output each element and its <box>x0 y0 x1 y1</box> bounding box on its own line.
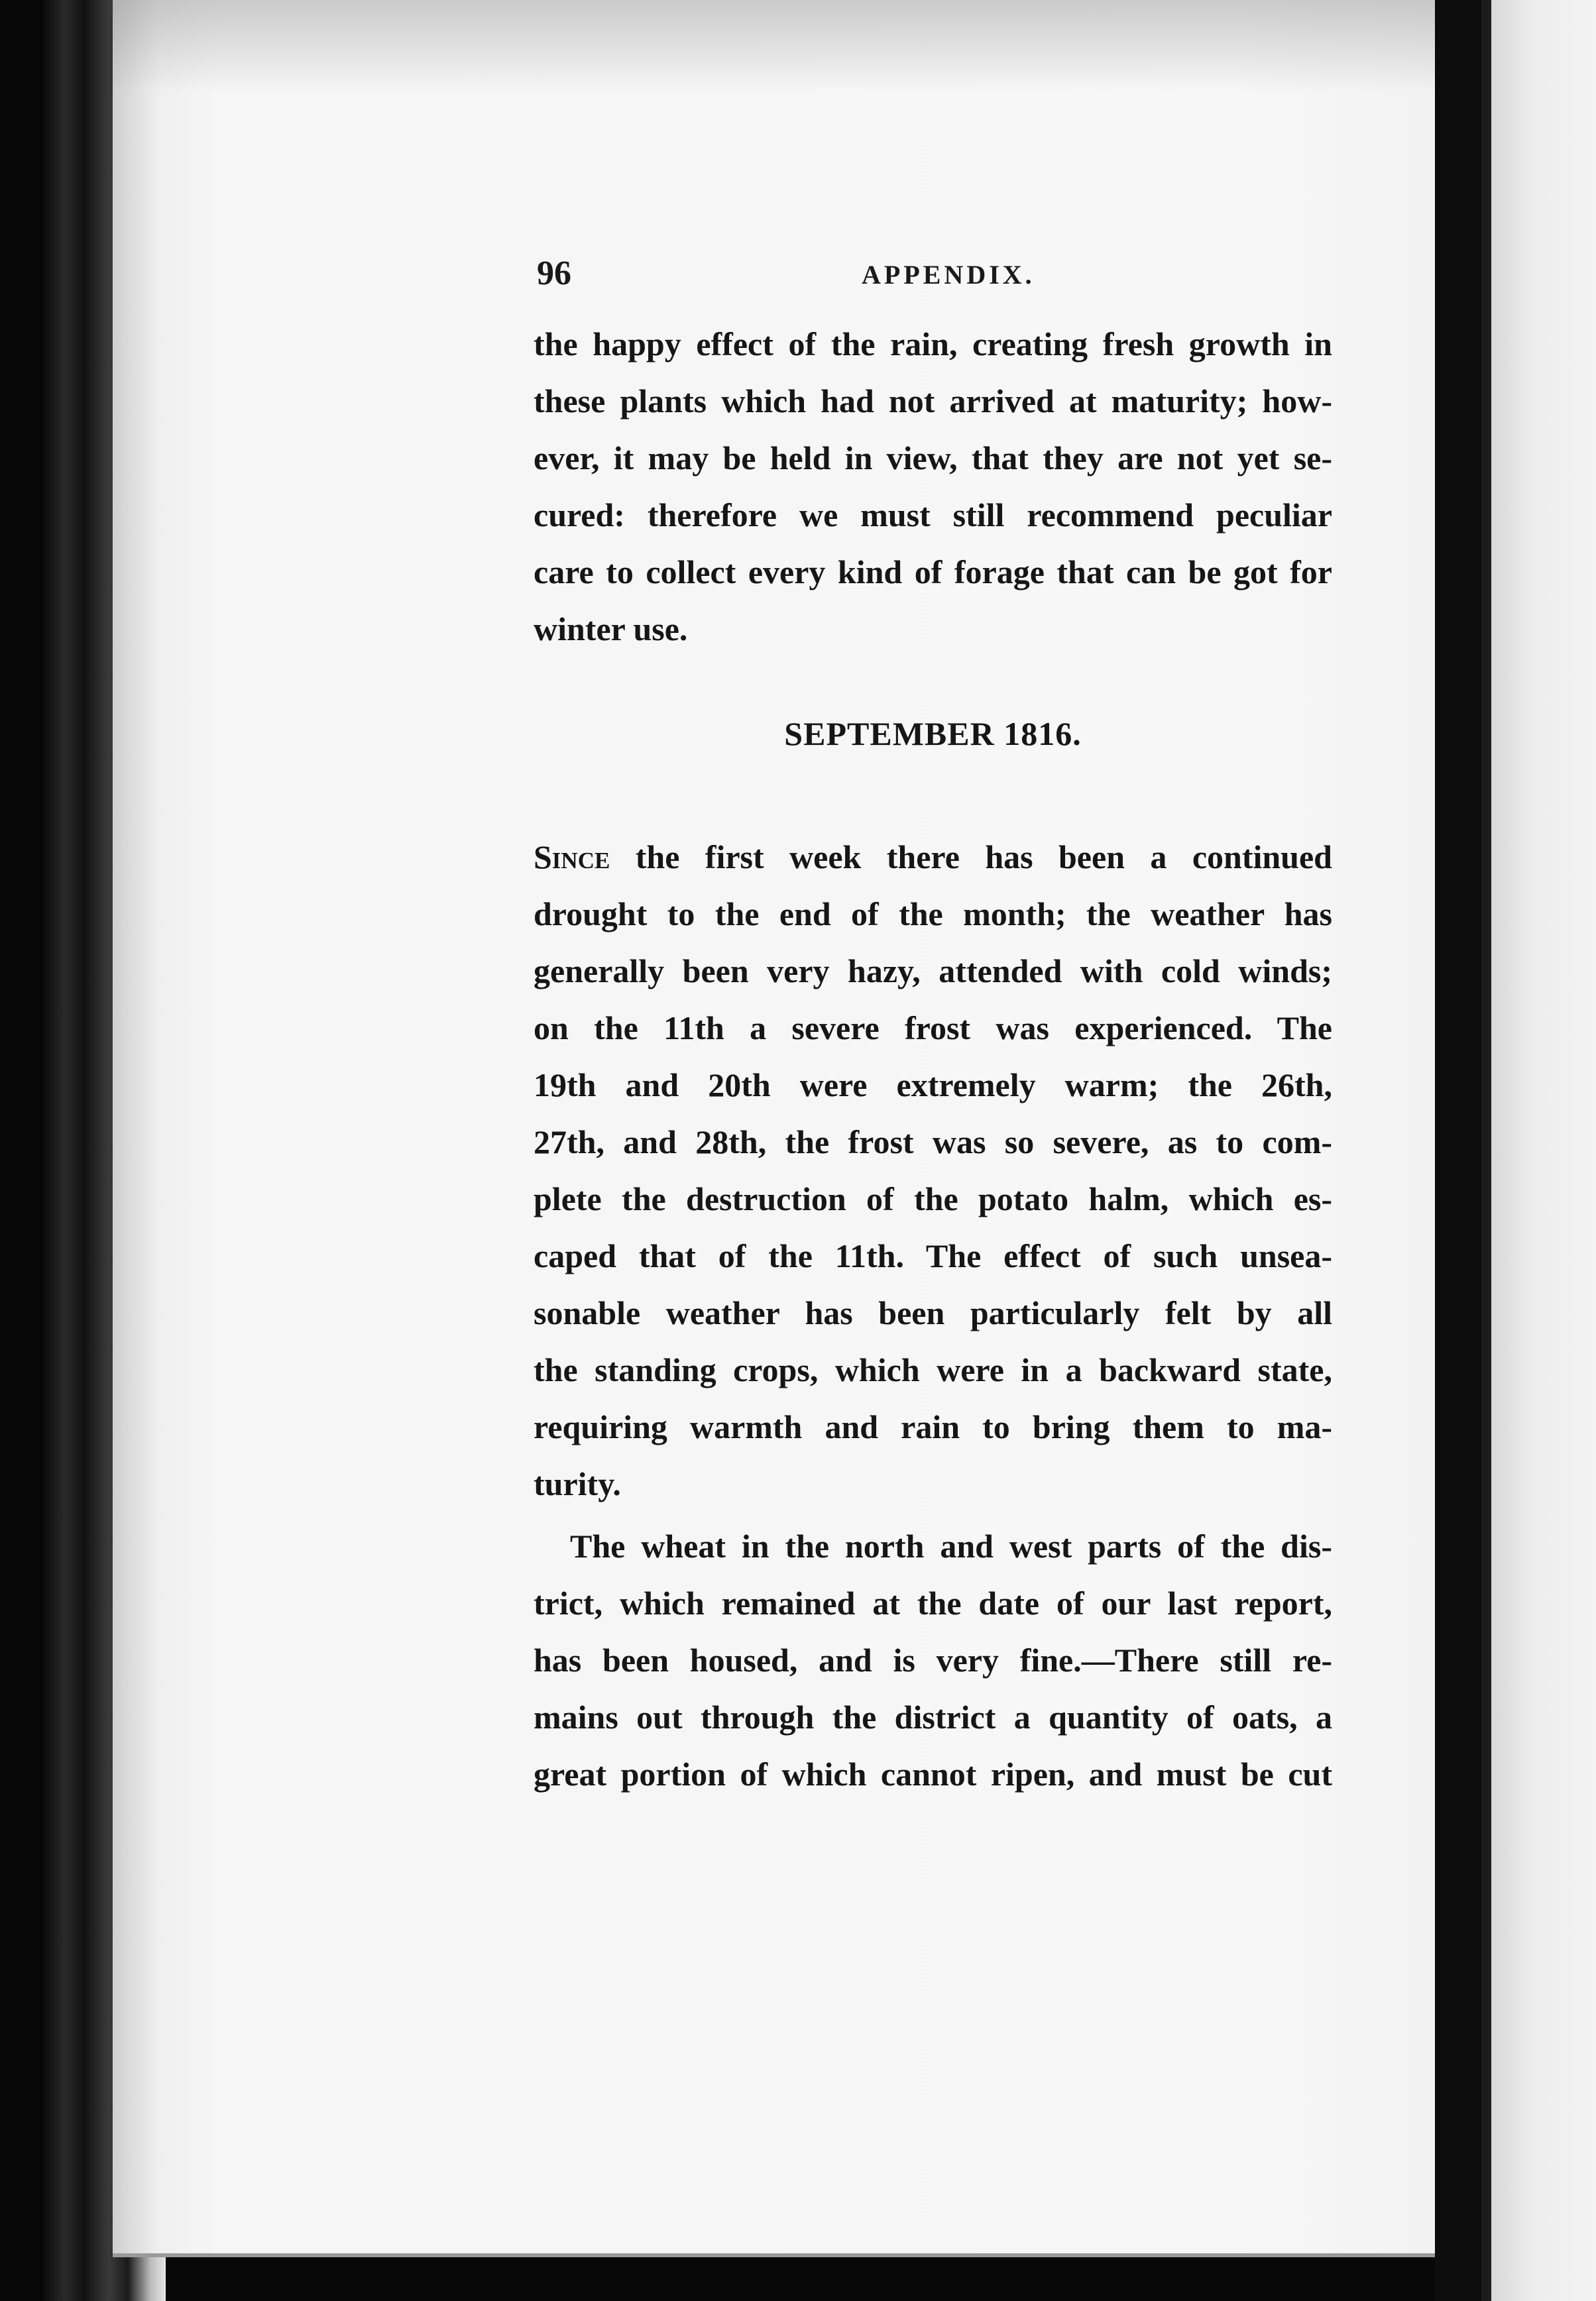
text-line: plete the destruction of the potato halm, which es- <box>534 1180 1332 1217</box>
paragraph-3 <box>534 1518 1332 1803</box>
text-line: the happy effect of the rain, creating fresh growth in <box>534 325 1332 363</box>
text-line: on the 11th a severe frost was experienced. The <box>534 1009 1332 1046</box>
text-line: trict, which remained at the date of our last report, <box>534 1585 1332 1622</box>
first-line-rest: the first week there has been a continued <box>610 838 1332 875</box>
text-line: great portion of which cannot ripen, and must be cut <box>534 1756 1332 1793</box>
lead-word: Since <box>534 838 610 875</box>
text-line: the standing crops, which were in a backward state, <box>534 1351 1332 1388</box>
paragraph-1 <box>534 315 1332 657</box>
text-line: 27th, and 28th, the frost was so severe, as to com- <box>534 1123 1332 1160</box>
text-line: 19th and 20th were extremely warm; the 26th, <box>534 1066 1332 1103</box>
text-line: drought to the end of the month; the weather has <box>534 895 1332 932</box>
text-line: sonable weather has been particularly felt by all <box>534 1294 1332 1331</box>
text-line: mains out through the district a quantity of oats, a <box>534 1699 1332 1736</box>
text-line: caped that of the 11th. The effect of such unsea- <box>534 1237 1332 1274</box>
text-line: has been housed, and is very fine.—There still re- <box>534 1642 1332 1679</box>
page-top-shadow <box>113 0 1479 93</box>
book-gutter <box>1435 0 1481 2301</box>
paragraph-2 <box>534 828 1332 1512</box>
text-line: care to collect every kind of forage that can be got for <box>534 553 1332 590</box>
running-head: APPENDIX. <box>862 260 1035 290</box>
text-line: winter use. <box>534 610 688 647</box>
text-line: turity. <box>534 1465 621 1502</box>
text-line: ever, it may be held in view, that they are not yet se- <box>534 439 1332 477</box>
section-heading: SEPTEMBER 1816. <box>784 715 1082 752</box>
facing-page-sliver <box>1491 0 1596 2301</box>
text-line: The wheat in the north and west parts of the dis- <box>570 1528 1332 1565</box>
text-line: these plants which had not arrived at maturity; how- <box>534 382 1332 420</box>
text-line: requiring warmth and rain to bring them to ma- <box>534 1408 1332 1445</box>
text-line: generally been very hazy, attended with cold winds; <box>534 952 1332 989</box>
next-page-edge <box>1481 0 1492 2301</box>
page-header <box>537 254 1332 294</box>
text-line-first <box>534 828 1332 885</box>
text-line: cured: therefore we must still recommend peculiar <box>534 496 1332 533</box>
page-number: 96 <box>537 254 571 292</box>
